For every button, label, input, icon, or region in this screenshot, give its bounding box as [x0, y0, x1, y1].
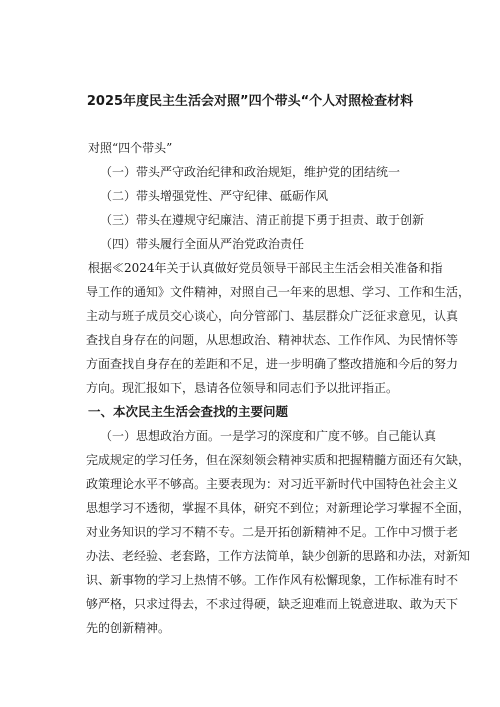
- section1-line: 够严格，只求过得去，不求过得硬，缺乏迎难而上锐意进取、敢为天下: [86, 597, 459, 611]
- section1-line: 识、新事物的学习上热情不够。工作作风有松懈现象，工作标准有时不: [86, 573, 459, 587]
- section1-line: （一）思想政治方面。一是学习的深度和广度不够。自己能认真: [100, 429, 437, 443]
- section1-line: 先的创新精神。: [86, 621, 171, 635]
- paragraph1-line: 主动与班子成员交心谈心，向分管部门、基层群众广泛征求意见，认真: [86, 309, 459, 323]
- intro-item-4: （四）带头履行全面从严治党政治责任: [100, 237, 305, 251]
- paragraph1-line: 导工作的通知》文件精神，对照自己一年来的思想、学习、工作和生活，: [86, 285, 471, 299]
- paragraph1-line: 方向。现汇报如下，恳请各位领导和同志们予以批评指正。: [86, 381, 399, 395]
- section1-line: 办法、老经验、老套路，工作方法简单，缺少创新的思路和办法，对新知: [86, 549, 471, 563]
- paragraph1-line: 查找自身存在的问题，从思想政治、精神状态、工作作风、为民情怀等: [86, 333, 459, 347]
- intro-label: 对照“四个带头”: [88, 141, 173, 155]
- section1-line: 完成规定的学习任务，但在深刻领会精神实质和把握精髓方面还有欠缺，: [86, 453, 471, 467]
- section1-line: 思想学习不透彻，掌握不具体，研究不到位；对新理论学习掌握不全面，: [86, 501, 471, 515]
- document-title: 2025年度民主生活会对照”四个带头“个人对照检查材料: [86, 94, 414, 109]
- section1-line: 政策理论水平不够高。主要表现为：对习近平新时代中国特色社会主义: [86, 477, 459, 491]
- paragraph1-line: 方面查找自身存在的差距和不足，进一步明确了整改措施和今后的努力: [86, 357, 459, 371]
- intro-item-2: （二）带头增强党性、严守纪律、砥砺作风: [100, 189, 329, 203]
- intro-item-3: （三）带头在遵规守纪廉洁、清正前提下勇于担责、敢于创新: [100, 213, 425, 227]
- intro-item-1: （一）带头严守政治纪律和政治规矩，维护党的团结统一: [100, 165, 401, 179]
- paragraph1-line: 根据≪2024年关于认真做好党员领导干部民主生活会相关准备和指: [88, 261, 443, 275]
- section1-line: 对业务知识的学习不精不专。二是开拓创新精神不足。工作中习惯于老: [86, 525, 459, 539]
- section1-heading: 一、本次民主生活会查找的主要问题: [88, 404, 289, 419]
